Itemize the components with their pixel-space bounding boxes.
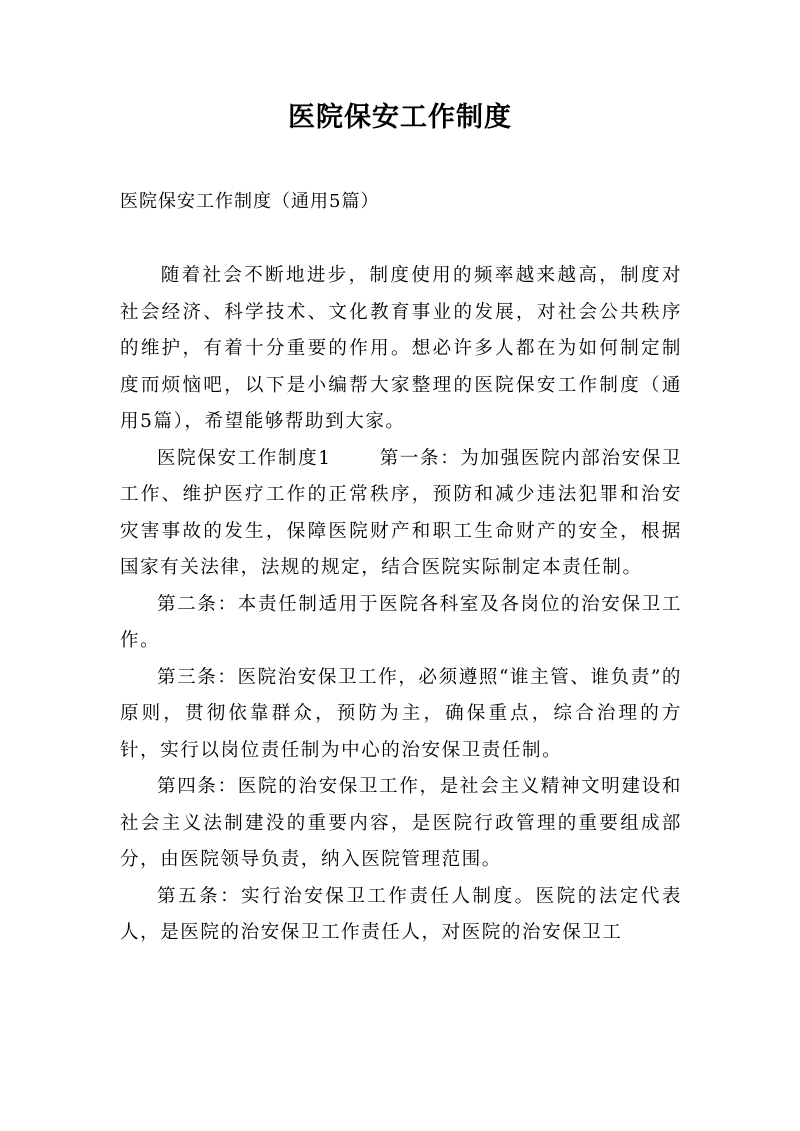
article-2-paragraph: 第二条：本责任制适用于医院各科室及各岗位的治安保卫工作。 (120, 593, 682, 651)
article-1-paragraph (120, 441, 682, 587)
article-5-paragraph: 第五条：实行治安保卫工作责任人制度。医院的法定代表人，是医院的治安保卫工作责任人，对医院的治安保卫工 (120, 885, 682, 943)
article-4-paragraph: 第四条：医院的治安保卫工作，是社会主义精神文明建设和社会主义法制建没的重要内容，是医院行政管理的重要组成部分，由医院领导负责，纳入医院管理范围。 (120, 776, 682, 870)
document-body (120, 258, 682, 952)
section-1-heading: 医院保安工作制度1 (157, 447, 332, 469)
document-title: 医院保安工作制度 (288, 102, 512, 133)
article-3-paragraph: 第三条：医院治安保卫工作，必须遵照“谁主管、谁负责”的原则，贯彻依靠群众，预防为主，确保重点，综合治理的方针，实行以岗位责任制为中心的治安保卫责任制。 (120, 666, 682, 761)
document-subtitle: 医院保安工作制度（通用5篇） (120, 191, 380, 212)
intro-paragraph: 随着社会不断地进步，制度使用的频率越来越高，制度对社会经济、科学技术、文化教育事业的发展，对社会公共秩序的维护，有着十分重要的作用。想必许多人都在为如何制定制度而烦恼吧，以下是小编帮大家整理的医院保安工作制度（通用5篇），希望能够帮助到大家。 (120, 265, 682, 432)
article-1-text: 第一条：为加强医院内部治安保卫工作、维护医疗工作的正常秩序，预防和减少违法犯罪和治安灾害事故的发生，保障医院财产和职工生命财产的安全，根据国家有关法律，法规的规定，结合医院实际制定本责任制。 (120, 447, 682, 578)
